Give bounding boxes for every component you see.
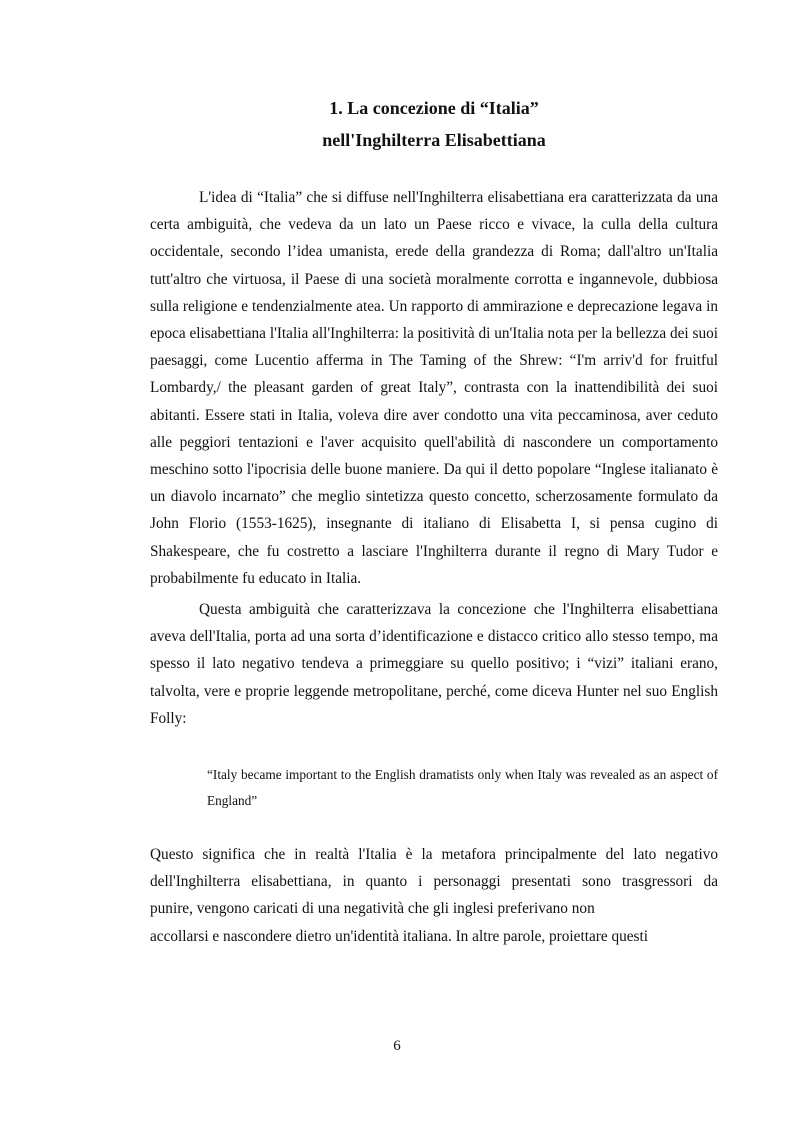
paragraph-2: Questa ambiguità che caratterizzava la concezione che l'Inghilterra elisabettiana aveva dell'Italia, porta ad una sorta d’identificazione e distacco critico allo stesso tempo, ma spesso il lato negativo tendeva a primeggiare su quello positivo; i “vizi” italiani erano, talvolta, vere e proprie leggende metropolitane, perché, come diceva Hunter nel suo English Folly: [150,601,718,727]
page-number: 6 [393,1038,401,1054]
paragraph-3 [150,841,718,950]
paragraph-3-line: Questo significa che in realtà l'Italia è la metafora principalmente del lato negativo [150,846,718,863]
paragraph-3-line: accollarsi e nascondere dietro un'identità italiana. In altre parole, proiettare questi [150,927,648,945]
chapter-title-line-1: 1. La concezione di “Italia” [329,98,539,118]
paragraph-2-block [150,596,718,732]
paragraph-1-block [150,184,718,592]
paragraph-3-line: dell'Inghilterra elisabettiana, in quanto i personaggi presentati sono trasgressori da [150,873,718,891]
chapter-title-line-2: nell'Inghilterra Elisabettiana [322,130,546,150]
paragraph-3-line: punire, vengono caricati di una negatività che gli inglesi preferivano non [150,900,595,918]
block-quote: “Italy became important to the English dramatists only when Italy was revealed as an aspect of England” [207,767,718,808]
paragraph-1: L'idea di “Italia” che si diffuse nell'Inghilterra elisabettiana era caratterizzata da una certa ambiguità, che vedeva da un lato un Paese ricco e vivace, la culla della cultura occidentale, secondo l’idea umanista, erede della grandezza di Roma; dall'altro un'Italia tutt'altro che virtuosa, il Paese di una società moralmente corrotta e ingannevole, dubbiosa sulla religione e tendenzialmente atea. Un rapporto di ammirazione e deprecazione legava in epoca elisabettiana l'Italia all'Inghilterra: la positività di un'Italia nota per la bellezza dei suoi paesaggi, come Lucentio afferma in The Taming of the Shrew: “I'm arriv'd for fruitful Lombardy,/ the pleasant garden of great Italy”, contrasta con la inattendibilità dei suoi abitanti. Essere stati in Italia, voleva dire aver condotto una vita peccaminosa, aver ceduto alle peggiori tentazioni e l'aver acquisito quell'abilità di nascondere un comportamento meschino sotto l'ipocrisia delle buone maniere. Da qui il detto popolare “Inglese italianato è un diavolo incarnato” che meglio sintetizza questo concetto, scherzosamente formulato da John Florio (1553-1625), insegnante di italiano di Elisabetta I, si pensa cugino di Shakespeare, che fu costretto a lasciare l'Inghilterra durante il regno di Mary Tudor e probabilmente fu educato in Italia. [150,189,718,587]
chapter-title [150,92,718,156]
